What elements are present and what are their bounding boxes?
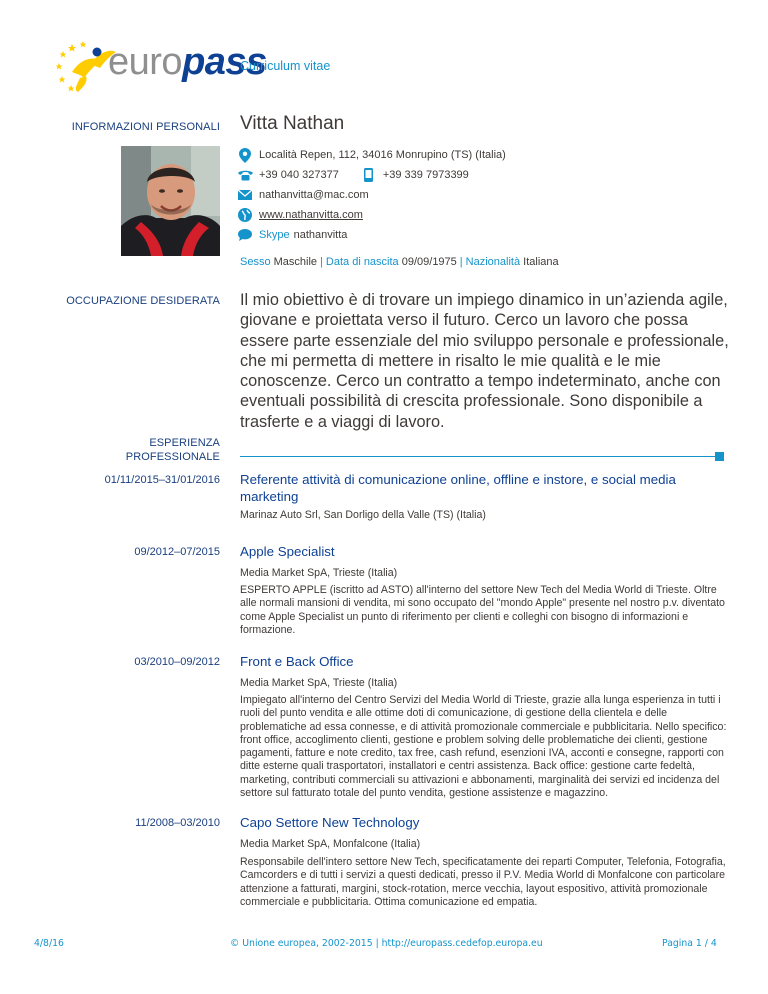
job-title: Capo Settore New Technology bbox=[240, 815, 420, 830]
section-divider-line bbox=[240, 456, 716, 457]
section-label-experience-line1: ESPERIENZA bbox=[149, 437, 220, 449]
section-label-personal: INFORMAZIONI PERSONALI bbox=[71, 121, 220, 133]
personal-details-line: Sesso Maschile | Data di nascita 09/09/1975 | Nazionalità Italiana bbox=[240, 256, 559, 268]
address-text: Località Repen, 112, 34016 Monrupino (TS) (Italia) bbox=[259, 149, 506, 161]
job-dates: 09/2012–07/2015 bbox=[134, 546, 220, 558]
document-title: Curriculum vitae bbox=[240, 59, 331, 73]
logo-pass-text: pass bbox=[182, 41, 267, 83]
sex-value: Maschile bbox=[273, 256, 318, 268]
email-row bbox=[237, 187, 369, 203]
objective-text: Il mio obiettivo è di trovare un impiego dinamico in un’azienda agile, giovane e proiettata verso il futuro. Cerco un lavoro che possa essere parte essenziale del mio sviluppo personale e professionale, che mi permetta di mettere in risalto le mie qualità e le mie conoscenze. Cerco un contratto a tempo indeterminato, anche con eventuali possibilità di crescita professionale. Sono disponibile a trasferte e a viaggi di lavoro. bbox=[240, 291, 729, 431]
globe-icon bbox=[237, 208, 253, 222]
website-link[interactable]: www.nathanvitta.com bbox=[259, 209, 363, 221]
job-employer: Media Market SpA, Monfalcone (Italia) bbox=[240, 838, 421, 850]
job-dates: 01/11/2015–31/01/2016 bbox=[104, 474, 220, 486]
mobile-text: +39 339 7973399 bbox=[382, 169, 469, 181]
nationality-label: Nazionalità bbox=[465, 256, 521, 268]
skype-label: Skype bbox=[259, 229, 290, 241]
footer-page-number: Pagina 1 / 4 bbox=[662, 938, 717, 949]
profile-photo bbox=[121, 146, 220, 256]
job-dates: 11/2008–03/2010 bbox=[135, 817, 220, 829]
skype-id: nathanvitta bbox=[293, 229, 348, 241]
job-employer: Marinaz Auto Srl, San Dorligo della Valle (TS) (Italia) bbox=[240, 509, 486, 521]
birth-date-label: Data di nascita bbox=[325, 256, 399, 268]
job-title: Front e Back Office bbox=[240, 654, 354, 669]
chat-bubble-icon bbox=[237, 229, 253, 241]
job-title: Apple Specialist bbox=[240, 544, 335, 559]
job-title: Referente attività di comunicazione online, offline e instore, e social media marketing bbox=[240, 472, 676, 504]
footer-copyright: © Unione europea, 2002-2015 | http://europass.cedefop.europa.eu bbox=[230, 938, 543, 949]
email-text: nathanvitta@mac.com bbox=[259, 189, 369, 201]
job-dates: 03/2010–09/2012 bbox=[134, 656, 220, 668]
address-row bbox=[237, 147, 506, 163]
website-row bbox=[237, 207, 363, 223]
job-employer: Media Market SpA, Trieste (Italia) bbox=[240, 677, 398, 689]
phone-text: +39 040 327377 bbox=[259, 169, 339, 181]
telephone-icon bbox=[237, 170, 253, 181]
figure-leg bbox=[76, 76, 87, 92]
phone-row bbox=[237, 167, 469, 183]
job-employer: Media Market SpA, Trieste (Italia) bbox=[240, 567, 398, 579]
location-pin-icon bbox=[237, 148, 253, 163]
sex-label: Sesso bbox=[240, 256, 271, 268]
job-description: ESPERTO APPLE (iscritto ad ASTO) all'interno del settore New Tech del Media World di Trieste. Oltre alle normali mansioni di vendita, mi sono occupato del "mondo Apple" presente nel nostro p.v. diventato come Apple Specialist un punto di riferimento per clienti e colleghi con bisogno di informazioni e formazione. bbox=[240, 584, 725, 636]
section-label-experience bbox=[40, 436, 220, 464]
email-envelope-icon bbox=[237, 190, 253, 200]
person-name: Vitta Nathan bbox=[240, 113, 345, 134]
footer-date: 4/8/16 bbox=[34, 938, 64, 949]
job-description: Impiegato all'interno del Centro Servizi del Media World di Trieste, grazie alla lunga esperienza in tutti i ruoli del punto vendita e alle ottime doti di comunicazione, di gestione della clientela e delle problematiche ad essa connesse, e di attività promozionale commerciale e pubblicitaria. Nello specifico: front office, accoglimento clienti, gestione e problem solving delle problematiche dei clienti, gestione pagamenti, fatture e note credito, tax free, cash refund, esenzioni IVA, acconti e consegne, rapporti con ditte esterne quali trasportatori, installatori e centri assistenza. Back office: gestione carte fedeltà, marketing, contributi commerciali su attivazioni e abbonamenti, marginalità dei servizi ed incidenza del settore sul fatturato totale del punto vendita, gestione assistenze e magazzino. bbox=[240, 694, 727, 800]
section-divider-square bbox=[715, 452, 724, 461]
nationality-value: Italiana bbox=[523, 256, 559, 268]
figure-head bbox=[93, 48, 102, 57]
mobile-phone-icon bbox=[361, 168, 377, 182]
section-label-objective: OCCUPAZIONE DESIDERATA bbox=[66, 295, 220, 307]
section-label-experience-line2: PROFESSIONALE bbox=[125, 451, 220, 463]
skype-row bbox=[237, 227, 347, 243]
logo-euro-text: euro bbox=[108, 41, 183, 83]
profile-photo-illustration bbox=[121, 146, 220, 256]
job-description: Responsabile dell'intero settore New Tech, specificatamente dei reparti Computer, Telefonia, Fotografia, Camcorders e di tutti i servizi a questi dedicati, presso il P.V. Media World di Monfalcone con particolare attenzione a fatturati, margini, stock-rotation, merce vecchia, layout espositivo, attività promozionale commerciale e pubblicitaria. Ottima comunicazione ed empatia. bbox=[240, 856, 726, 908]
birth-date-value: 09/09/1975 bbox=[401, 256, 457, 268]
